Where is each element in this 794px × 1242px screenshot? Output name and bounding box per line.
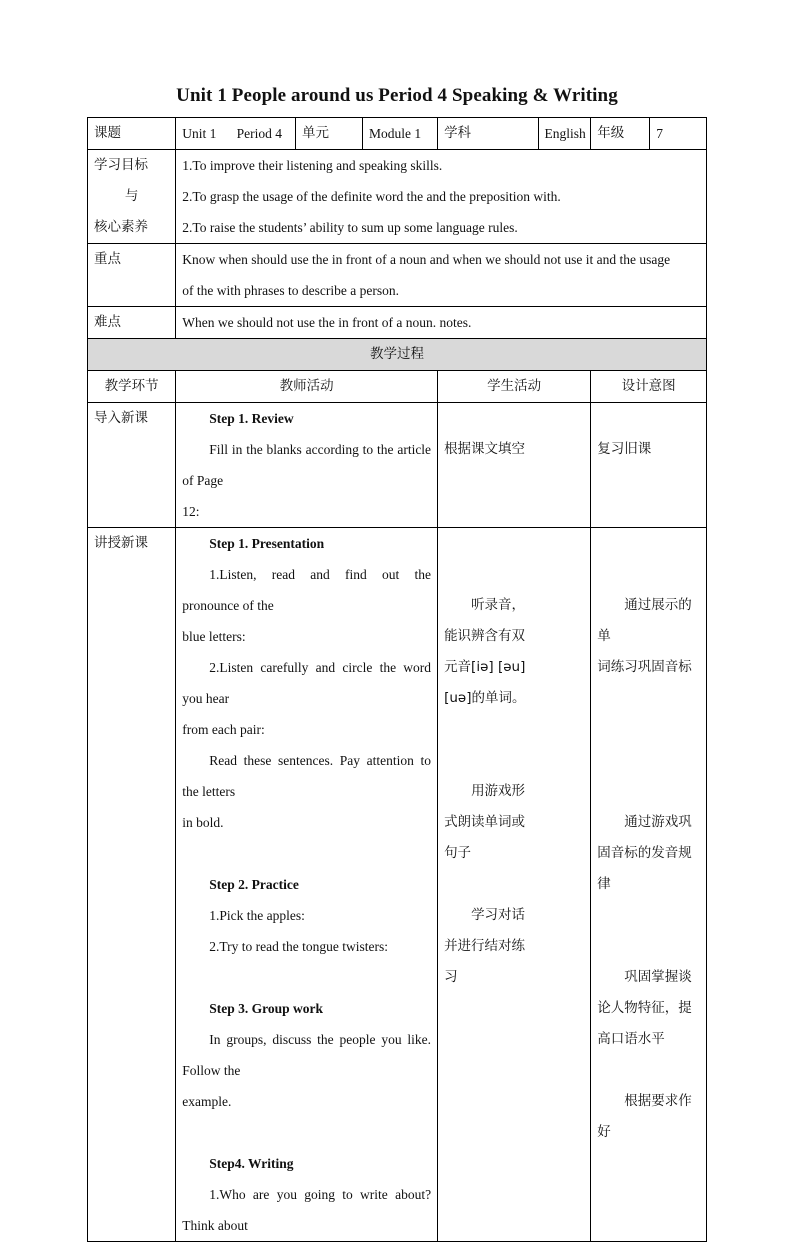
student-activity-line: 学习对话 [471, 907, 526, 923]
lesson-plan-table [87, 117, 707, 1242]
key-points-content [176, 244, 707, 307]
intro-student-text: 根据课文填空 [444, 441, 526, 457]
intro-stage: 导入新课 [88, 403, 176, 528]
step4-line: 1.Who are you going to write about? Think about [182, 1187, 432, 1233]
objective-item: 1.To improve their listening and speaking skills. [182, 158, 443, 173]
grade-label: 年级 [591, 118, 650, 149]
intro-text-line: Fill in the blanks according to the article of Page [182, 442, 432, 488]
intro-intent-text: 复习旧课 [597, 441, 652, 457]
difficulties-label: 难点 [88, 307, 176, 339]
step1-line: in bold. [182, 815, 224, 830]
step2-line: 1.Pick the apples: [209, 908, 305, 923]
new-lesson-intent [591, 528, 707, 1242]
intro-row [88, 403, 707, 528]
objectives-label-line: 核心素养 [94, 219, 148, 235]
step3-line: example. [182, 1094, 232, 1109]
step1-line: 2.Listen carefully and circle the word you hear [182, 660, 432, 706]
key-points-line: of the with phrases to describe a person. [182, 283, 399, 298]
student-activity-line: 能识辨含有双 [444, 628, 526, 644]
objectives-content [176, 150, 707, 244]
step1-title: Step 1. Presentation [209, 536, 325, 551]
step2-line: 2.Try to read the tongue twisters: [209, 939, 389, 954]
topic-value: Unit 1 Period 4 [176, 118, 296, 150]
unit-label: 单元 [296, 118, 363, 150]
student-activity-line: [uə]的单词。 [444, 690, 526, 706]
step4-title: Step4. Writing [209, 1156, 294, 1171]
intent-line: 巩固掌握谈 [624, 969, 692, 985]
process-band: 教学过程 [88, 339, 707, 371]
step3-title: Step 3. Group work [209, 1001, 324, 1016]
subject-label: 学科 [438, 118, 538, 150]
step3-line: In groups, discuss the people you like. Follow the [182, 1032, 432, 1078]
intent-line: 论人物特征，提 [597, 1000, 692, 1016]
intro-text-line: 12: [182, 504, 200, 519]
student-activity-line: 习 [444, 969, 458, 985]
student-activity-line: 听录音， [471, 597, 526, 613]
intro-teacher [176, 403, 438, 528]
student-activity-line: 句子 [444, 845, 472, 861]
objectives-label [88, 150, 176, 244]
intent-line: 通过游戏巩 [624, 814, 692, 830]
header-row [88, 371, 707, 403]
key-points-line: Know when should use the in front of a noun and when we should not use it and the usage [182, 252, 671, 267]
step1-line: from each pair: [182, 722, 265, 737]
info-row [88, 118, 707, 150]
process-band-row [88, 339, 707, 371]
intent-line: 固音标的发音规 [597, 845, 692, 861]
student-activity-line: 并进行结对练 [444, 938, 526, 954]
grade-cell [591, 118, 707, 150]
intent-line: 词练习巩固音标 [597, 659, 692, 675]
intent-line: 根据要求作好 [597, 1093, 692, 1140]
objectives-row [88, 150, 707, 244]
objective-item: 2.To grasp the usage of the definite word the and the preposition with. [182, 189, 561, 204]
header-teacher: 教师活动 [176, 371, 438, 403]
step1-line: Read these sentences. Pay attention to the letters [182, 753, 432, 799]
grade-value: 7 [656, 126, 664, 141]
objectives-label-line: 与 [124, 188, 139, 204]
new-lesson-row [88, 528, 707, 1242]
key-points-row [88, 244, 707, 307]
header-stage: 教学环节 [88, 371, 176, 403]
intent-line: 通过展示的单 [597, 597, 692, 644]
difficulties-row [88, 307, 707, 339]
intent-line: 高口语水平 [597, 1031, 665, 1047]
student-activity-line: 元音[iə] [əu] [444, 659, 526, 675]
student-activity-line: 用游戏形 [471, 783, 526, 799]
intro-intent [591, 403, 707, 528]
key-points-label: 重点 [88, 244, 176, 307]
objectives-label-line: 学习目标 [94, 157, 148, 173]
objective-item: 2.To raise the students’ ability to sum up some language rules. [182, 220, 518, 235]
intro-student [438, 403, 591, 528]
difficulties-content: When we should not use the in front of a noun. notes. [176, 307, 707, 339]
student-activity-line: 式朗读单词或 [444, 814, 526, 830]
step2-title: Step 2. Practice [209, 877, 299, 892]
step1-line: blue letters: [182, 629, 246, 644]
new-lesson-teacher [176, 528, 438, 1242]
unit-value: Module 1 [362, 118, 437, 150]
step1-line: 1.Listen, read and find out the pronounce of the [182, 567, 432, 613]
intent-line: 律 [597, 876, 611, 892]
subject-value: English [538, 118, 591, 150]
document-title: Unit 1 People around us Period 4 Speaking & Writing [176, 85, 618, 106]
topic-label: 课题 [88, 118, 176, 150]
new-lesson-stage: 讲授新课 [88, 528, 176, 1242]
header-intent: 设计意图 [591, 371, 707, 403]
intro-step-title: Step 1. Review [209, 411, 294, 426]
new-lesson-student [438, 528, 591, 1242]
header-student: 学生活动 [438, 371, 591, 403]
